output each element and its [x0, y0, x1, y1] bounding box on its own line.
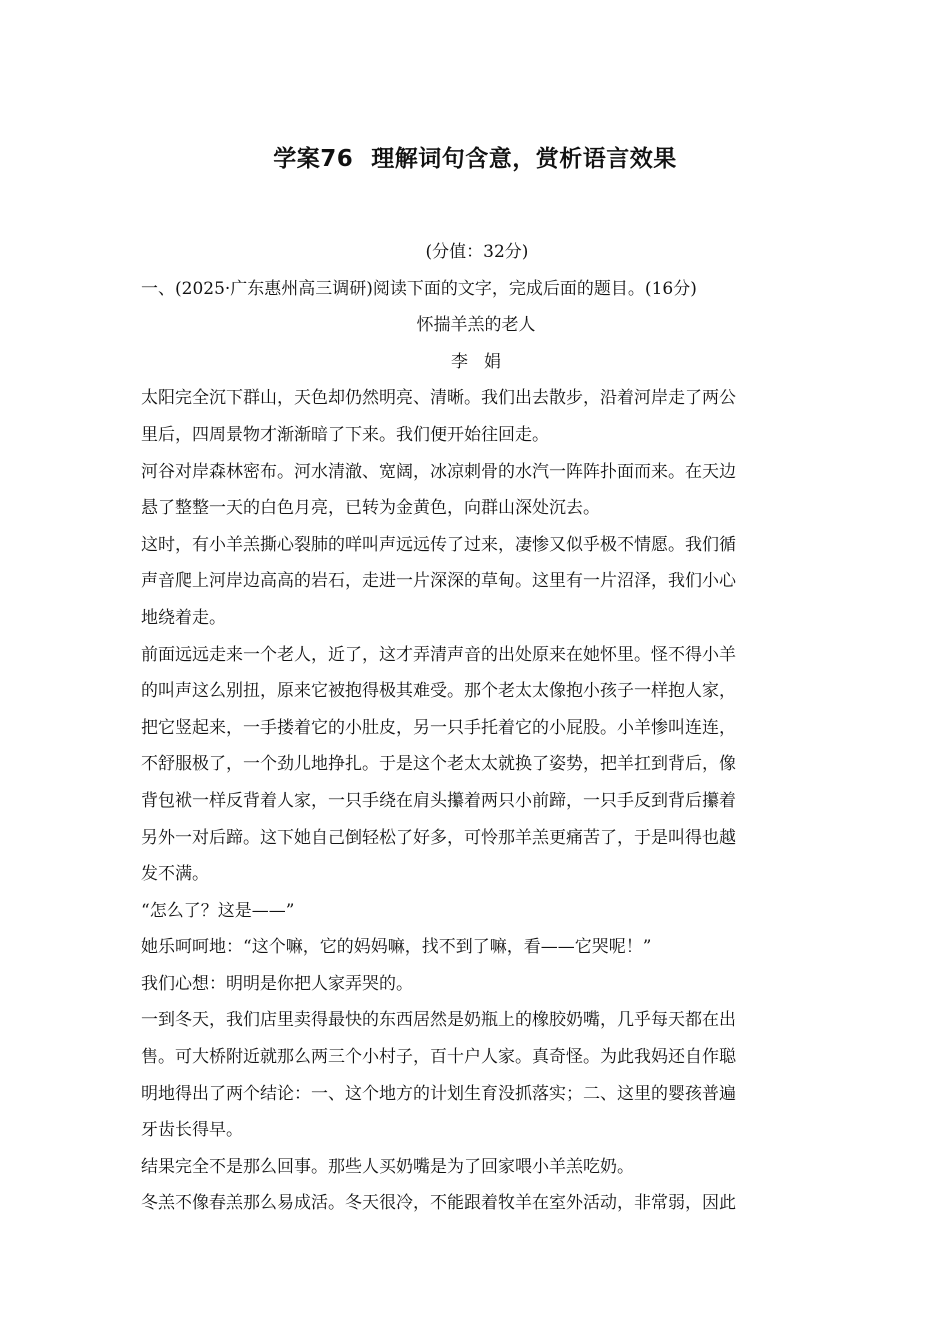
- paragraph-line: 不舒服极了，一个劲儿地挣扎。于是这个老太太就换了姿势，把羊扛到背后，像: [141, 754, 736, 775]
- title-topic: 理解词句含意，赏析语言效果: [371, 146, 677, 172]
- paragraph-line: 一到冬天，我们店里卖得最快的东西居然是奶瓶上的橡胶奶嘴，几乎每天都在出: [141, 1010, 736, 1031]
- paragraph-line: 售。可大桥附近就那么两三个小村子，百十户人家。真奇怪。为此我妈还自作聪: [141, 1047, 736, 1068]
- paragraph-line: 我们心想：明明是你把人家弄哭的。: [141, 973, 413, 994]
- page-title: [0, 140, 950, 173]
- document-body: [141, 234, 811, 1222]
- paragraph-line: 的叫声这么别扭，原来它被抱得极其难受。那个老太太像抱小孩子一样抱人家，: [141, 681, 736, 702]
- paragraph-line: 把它竖起来，一手搂着它的小肚皮，另一只手托着它的小屁股。小羊惨叫连连，: [141, 717, 736, 738]
- score-line: (分值：32分): [425, 242, 529, 262]
- author-name: 李娟: [451, 351, 517, 372]
- paragraph-line: 地绕着走。: [141, 607, 226, 628]
- story-author: [141, 344, 811, 381]
- paragraph-line: 明地得出了两个结论：一、这个地方的计划生育没抓落实；二、这里的婴孩普遍: [141, 1083, 736, 1104]
- paragraph-line: 这时，有小羊羔撕心裂肺的咩叫声远远传了过来，凄惨又似乎极不情愿。我们循: [141, 534, 736, 555]
- paragraph-line: 结果完全不是那么回事。那些人买奶嘴是为了回家喂小羊羔吃奶。: [141, 1156, 634, 1177]
- paragraph-line: 声音爬上河岸边高高的岩石，走进一片深深的草甸。这里有一片沼泽，我们小心: [141, 571, 736, 592]
- paragraph-line: 牙齿长得早。: [141, 1120, 243, 1141]
- question-line: 一、(2025·广东惠州高三调研)阅读下面的文字，完成后面的题目。(16分): [141, 278, 697, 299]
- paragraph-line: 河谷对岸森林密布。河水清澈、宽阔，冰凉刺骨的水汽一阵阵扑面而来。在天边: [141, 461, 736, 482]
- paragraph-line: 悬了整整一天的白色月亮，已转为金黄色，向群山深处沉去。: [141, 498, 600, 519]
- paragraph-line: 冬羔不像春羔那么易成活。冬天很冷，不能跟着牧羊在室外活动，非常弱，因此: [141, 1193, 736, 1214]
- story-title: 怀揣羊羔的老人: [416, 315, 536, 336]
- paragraph-line: 另外一对后蹄。这下她自己倒轻松了好多，可怜那羊羔更痛苦了，于是叫得也越: [141, 827, 736, 848]
- dialogue-line: 她乐呵呵地：“这个嘛，它的妈妈嘛，找不到了嘛，看——它哭呢！”: [141, 937, 652, 958]
- paragraph-line: 前面远远走来一个老人，近了，这才弄清声音的出处原来在她怀里。怪不得小羊: [141, 644, 736, 665]
- dialogue-line: “怎么了？这是——”: [141, 900, 295, 921]
- paragraph-line: 太阳完全沉下群山，天色却仍然明亮、清晰。我们出去散步，沿着河岸走了两公: [141, 388, 736, 409]
- paragraph-line: 里后，四周景物才渐渐暗了下来。我们便开始往回走。: [141, 424, 549, 445]
- title-lesson-number: 学案76: [273, 146, 354, 172]
- paragraph-line: 背包袱一样反背着人家，一只手绕在肩头攥着两只小前蹄，一只手反到背后攥着: [141, 790, 736, 811]
- paragraph-line: 发不满。: [141, 864, 209, 885]
